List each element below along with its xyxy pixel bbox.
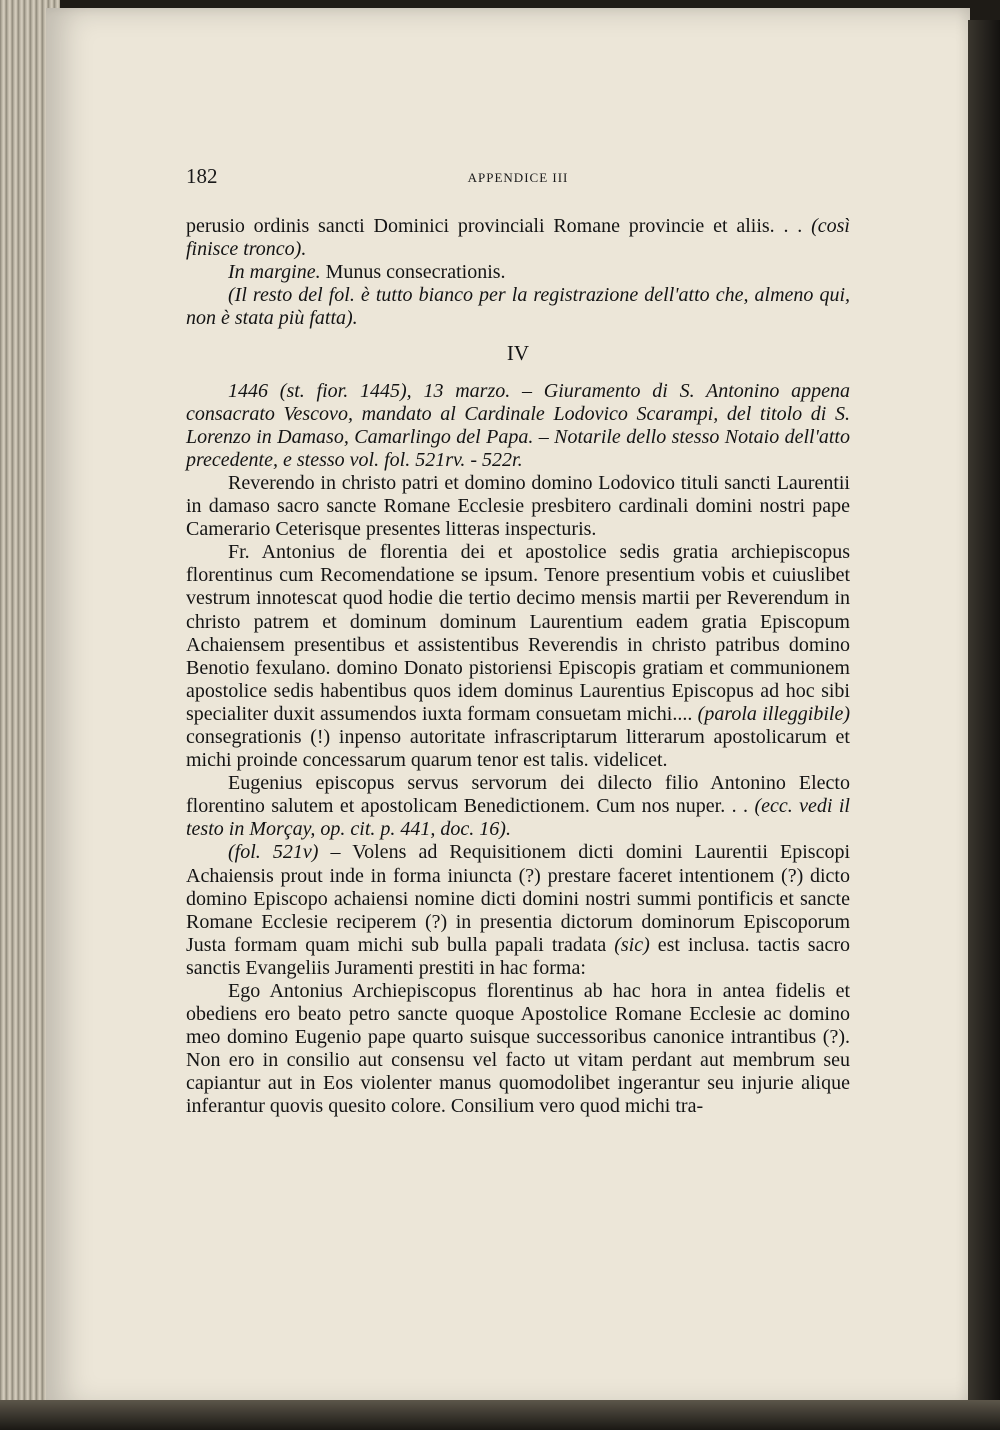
document-summary: 1446 (st. fior. 1445), 13 marzo. – Giuramento di S. Antonino appena consacrato Vescovo, mandato al Cardinale Lodovico Scarampi, del titolo di S. Lorenzo in Damaso, Camarlingo del Papa. – Notarile dello stesso Notaio dell'atto precedente, e stesso vol. fol. 521rv. - 522r.: [186, 379, 850, 471]
paragraph-6: Eugenius episcopus servus servorum dei dilecto filio Antonino Electo florentino salutem et apostolicam Benedictionem. Cum nos nuper. . . (ecc. vedi il testo in Morçay, op. cit. p. 441, doc. 16).: [186, 772, 850, 841]
bottom-shadow: [0, 1400, 1000, 1430]
running-head: APPENDICE III: [467, 170, 569, 185]
paragraph-3: (Il resto del fol. è tutto bianco per la registrazione dell'atto che, almeno qui, non è stata più fatta).: [186, 284, 850, 330]
paragraph-5: Fr. Antonius de florentia dei et apostolice sedis gratia archiepiscopus florentinus cum Recomendatione se ipsum. Tenore presentium vobis et cuiuslibet vestrum innotescat quod hodie die tertio decimo mensis martii per Reverendum in christo patrem et dominum dominum Laurentium eadem gratia Episcopum Achaiensem presentibus et assistentibus Reverendis in christo patribus domino Benotio fexulano. domino Donato pistoriensi Episcopis gratiam et communionem apostolice sedis habentibus quos idem dominus Laurentius Episcopus ad hoc sibi specialiter duxit assumendos iuxta formam consuetam michi.... (parola illeggibile) consegrationis (!) inpenso autoritate infrascriptarum litterarum apostolicarum et michi proinde concessarum quarum tenor est talis. videlicet.: [186, 541, 850, 772]
paragraph-1: perusio ordinis sancti Dominici provinciali Romane provincie et aliis. . . (così finisce tronco).: [186, 215, 850, 261]
paragraph-8: Ego Antonius Archiepiscopus florentinus ab hac hora in antea fidelis et obediens ero beato petro sancte quoque Apostolice Romane Ecclesie ac domino meo domino Eugenio pape quarto suisque successoribus canonice intrantibus (?). Non ero in consilio aut consensu vel facto ut vitam perdant aut membrum seu capiantur aut in Eos violenter manus quomodolibet ingerantur seu injurie alique inferantur quovis quesito colore. Consilium vero quod michi tra-: [186, 980, 850, 1118]
paragraph-2: In margine. Munus consecrationis.: [228, 261, 506, 284]
page-header: [186, 164, 850, 192]
paragraph-7: (fol. 521v) – Volens ad Requisitionem dicti domini Laurentii Episcopi Achaiensis prout inde in forma iniuncta (?) prestare faceret intentionem (?) dicto domino Episcopo achaiensi nomine dicti domini nostri summi pontificis et sancte Romane Ecclesie reciperem (?) in presentia dictorum dominorum Episcoporum Justa formam quam michi sub bulla papali tradata (sic) est inclusa. tactis sacro sanctis Evangeliis Juramenti prestiti in hac forma:: [186, 841, 851, 979]
paragraph-4: Reverendo in christo patri et domino domino Lodovico tituli sancti Laurentii in damaso sacro sancte Romane Ecclesie presbitero cardinali domini nostri pape Camerario Ceterisque presentes litteras inspecturis.: [186, 471, 850, 541]
page-number: 182: [186, 164, 218, 188]
right-shadow: [968, 20, 1000, 1430]
page-body: [186, 215, 850, 1119]
section-heading: IV: [506, 341, 530, 366]
